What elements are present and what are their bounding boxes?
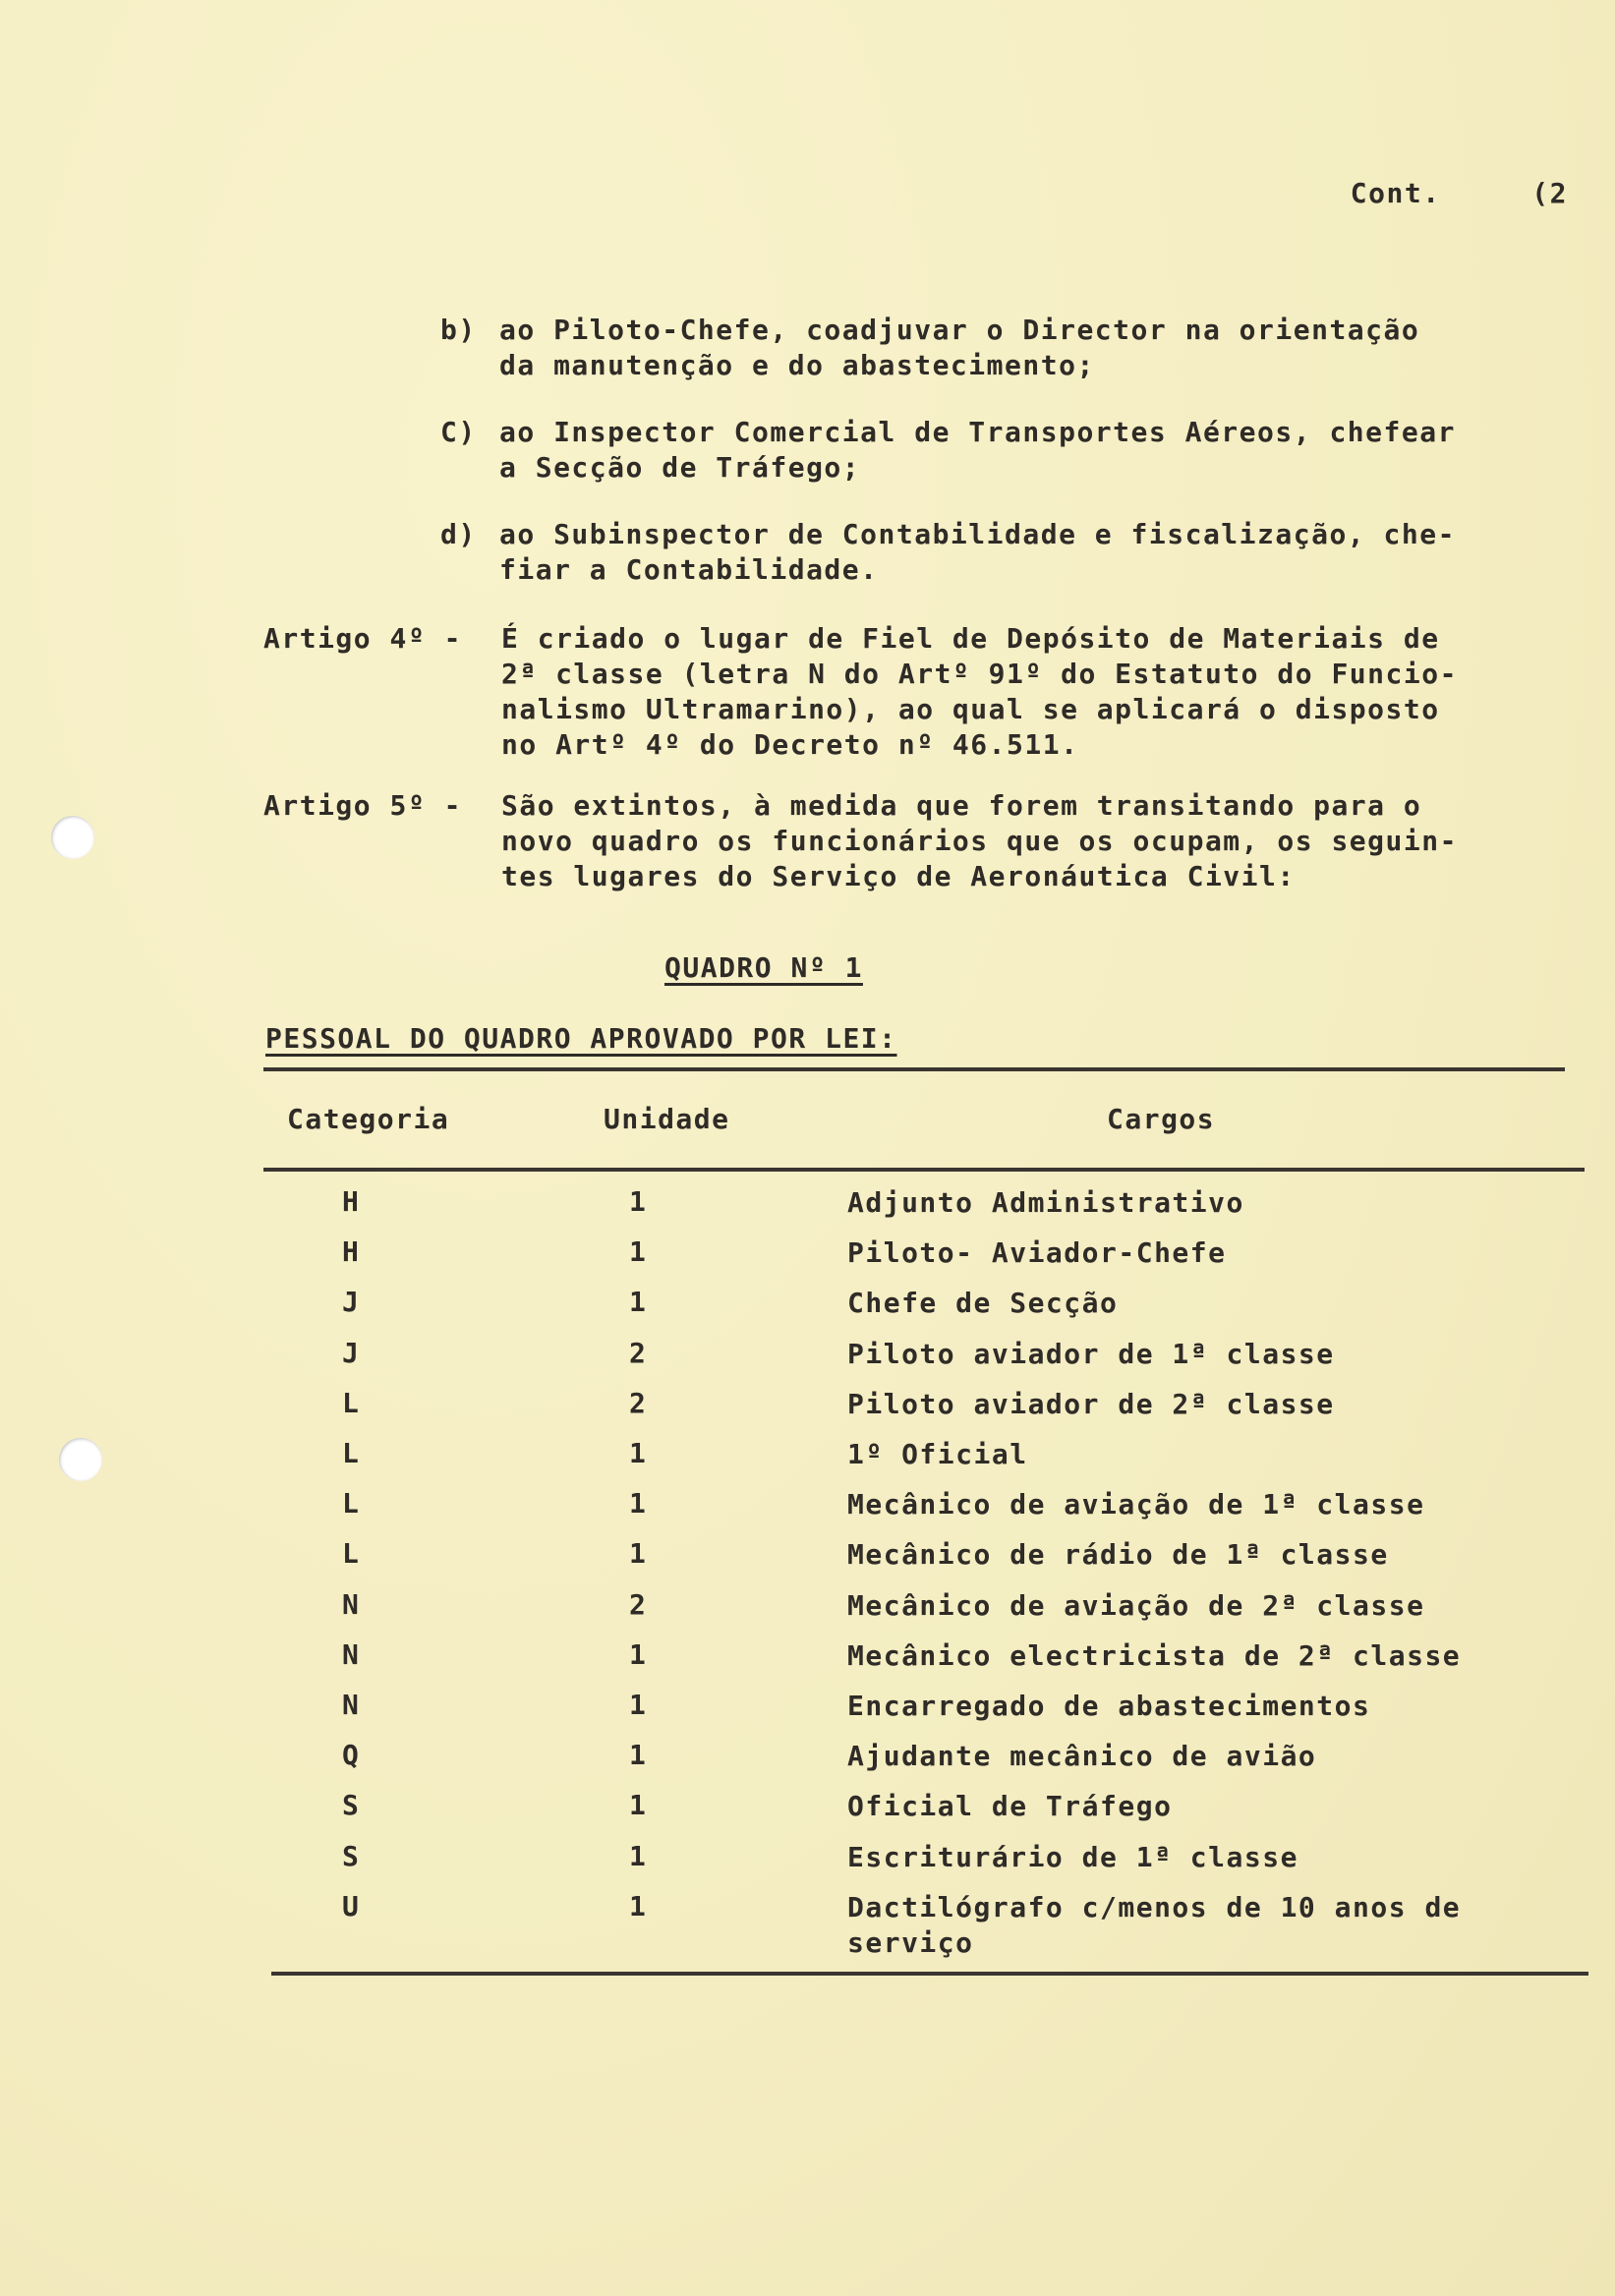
- table-row: [0, 1789, 1615, 1838]
- table-row: [0, 1689, 1615, 1738]
- cargos-line: Mecânico de aviação de 2ª classe: [847, 1588, 1425, 1622]
- cargos-cell: [847, 1437, 1028, 1472]
- item-d: [440, 517, 1571, 588]
- artigo-5: [263, 788, 1581, 894]
- unidade-cell: 1: [629, 1537, 648, 1571]
- artigo-line: É criado o lugar de Fiel de Depósito de Materiais de: [501, 622, 1440, 655]
- artigo-line: novo quadro os funcionários que os ocupam, os seguin-: [501, 825, 1458, 857]
- item-line: ao Subinspector de Contabilidade e fiscalização, che-: [499, 518, 1456, 550]
- table-row: [0, 1185, 1615, 1234]
- unidade-cell: 1: [629, 1637, 648, 1671]
- categoria-cell: S: [342, 1839, 361, 1872]
- categoria-cell: U: [342, 1889, 361, 1923]
- item-line: ao Inspector Comercial de Transportes Aéreos, chefear: [499, 416, 1456, 448]
- cargos-line: Escriturário de 1ª classe: [847, 1840, 1298, 1873]
- cargos-line: Adjunto Administrativo: [847, 1186, 1244, 1219]
- table-row: [0, 1889, 1615, 1959]
- table-bottom-rule: [271, 1972, 1588, 1976]
- cargos-line: Piloto aviador de 2ª classe: [847, 1387, 1335, 1420]
- page-number: (2: [1531, 177, 1568, 209]
- cargos-cell: [847, 1387, 1335, 1422]
- artigo-label: Artigo 5º -: [263, 789, 462, 822]
- table-row: [0, 1537, 1615, 1586]
- categoria-cell: S: [342, 1789, 361, 1822]
- cargos-cell: [847, 1739, 1316, 1774]
- table-row: [0, 1638, 1615, 1688]
- cargos-cell: [847, 1638, 1461, 1674]
- unidade-cell: 1: [629, 1235, 648, 1269]
- categoria-cell: J: [342, 1336, 361, 1369]
- unidade-cell: 1: [629, 1889, 648, 1923]
- cargos-cell: [847, 1789, 1172, 1824]
- categoria-cell: N: [342, 1587, 361, 1621]
- categoria-cell: N: [342, 1637, 361, 1671]
- categoria-cell: L: [342, 1437, 361, 1469]
- artigo-line: no Artº 4º do Decreto nº 46.511.: [501, 728, 1079, 761]
- cargos-cell: [847, 1840, 1298, 1875]
- unidade-cell: 1: [629, 1689, 648, 1721]
- header-unidade: Unidade: [604, 1103, 730, 1135]
- table-row: [0, 1235, 1615, 1285]
- item-marker: d): [440, 518, 477, 550]
- header-categoria: Categoria: [287, 1103, 450, 1135]
- item-marker: b): [440, 314, 477, 346]
- cargos-cell: [847, 1588, 1424, 1624]
- item-c: [440, 415, 1571, 486]
- unidade-cell: 2: [629, 1386, 648, 1419]
- artigo-4: [263, 621, 1581, 763]
- cargos-line: Mecânico de rádio de 1ª classe: [847, 1538, 1389, 1572]
- artigo-line: nalismo Ultramarino), ao qual se aplicará o disposto: [501, 693, 1440, 725]
- cargos-line: Piloto aviador de 1ª classe: [847, 1337, 1335, 1370]
- table-header-rule: [263, 1168, 1585, 1172]
- punch-hole-upper: [51, 816, 94, 859]
- cargos-cell: [847, 1337, 1335, 1372]
- artigo-line: 2ª classe (letra N do Artº 91º do Estatuto do Funcio-: [501, 658, 1458, 690]
- unidade-cell: 1: [629, 1487, 648, 1521]
- cargos-line: Mecânico de aviação de 1ª classe: [847, 1488, 1425, 1521]
- artigo-line: tes lugares do Serviço de Aeronáutica Civil:: [501, 860, 1296, 892]
- cargos-line: Ajudante mecânico de avião: [847, 1740, 1317, 1773]
- item-line: ao Piloto-Chefe, coadjuvar o Director na orientação: [499, 314, 1420, 346]
- header-cargos: Cargos: [1107, 1103, 1216, 1135]
- table-row: [0, 1840, 1615, 1889]
- cargos-cell: [847, 1286, 1118, 1321]
- item-marker: C): [440, 416, 477, 448]
- cargos-cell: [847, 1487, 1424, 1522]
- table-top-rule: [263, 1067, 1565, 1071]
- item-line: fiar a Contabilidade.: [499, 553, 879, 586]
- unidade-cell: 1: [629, 1185, 648, 1218]
- cargos-line: Piloto- Aviador-Chefe: [847, 1236, 1227, 1270]
- categoria-cell: J: [342, 1286, 361, 1319]
- table-row: [0, 1337, 1615, 1386]
- quadro-subtitle: PESSOAL DO QUADRO APROVADO POR LEI:: [265, 1022, 897, 1055]
- cargos-line: Dactilógrafo c/menos de 10 anos de: [847, 1890, 1462, 1923]
- artigo-line: São extintos, à medida que forem transitando para o: [501, 789, 1422, 822]
- unidade-cell: 1: [629, 1739, 648, 1772]
- categoria-cell: H: [342, 1235, 361, 1269]
- unidade-cell: 2: [629, 1336, 648, 1369]
- cont-label: Cont.: [1350, 177, 1441, 209]
- cargos-cell: [847, 1235, 1227, 1271]
- cargos-line: 1º Oficial: [847, 1438, 1028, 1470]
- cargos-cell: [847, 1537, 1389, 1573]
- categoria-cell: N: [342, 1689, 361, 1721]
- categoria-cell: Q: [342, 1739, 361, 1772]
- categoria-cell: L: [342, 1537, 361, 1571]
- item-line: da manutenção e do abastecimento;: [499, 349, 1095, 381]
- unidade-cell: 1: [629, 1286, 648, 1319]
- cargos-line: serviço: [847, 1925, 974, 1959]
- table-row: [0, 1286, 1615, 1335]
- categoria-cell: L: [342, 1487, 361, 1521]
- item-b: [440, 313, 1571, 383]
- unidade-cell: 1: [629, 1789, 648, 1822]
- cargos-cell: [847, 1890, 1461, 1961]
- page-header: [1351, 177, 1568, 209]
- quadro-title: QUADRO Nº 1: [664, 951, 863, 984]
- table-row: [0, 1588, 1615, 1637]
- categoria-cell: H: [342, 1185, 361, 1218]
- table-row: [0, 1437, 1615, 1486]
- cargos-line: Encarregado de abastecimentos: [847, 1690, 1371, 1722]
- unidade-cell: 1: [629, 1839, 648, 1872]
- categoria-cell: L: [342, 1386, 361, 1419]
- cargos-line: Chefe de Secção: [847, 1287, 1119, 1320]
- cargos-cell: [847, 1689, 1370, 1724]
- cargos-line: Oficial de Tráfego: [847, 1790, 1173, 1823]
- cargos-line: Mecânico electricista de 2ª classe: [847, 1638, 1462, 1672]
- table-row: [0, 1739, 1615, 1788]
- artigo-label: Artigo 4º -: [263, 622, 462, 655]
- table-row: [0, 1487, 1615, 1536]
- cargos-cell: [847, 1185, 1244, 1221]
- item-line: a Secção de Tráfego;: [499, 451, 861, 484]
- table-row: [0, 1387, 1615, 1436]
- unidade-cell: 1: [629, 1437, 648, 1469]
- unidade-cell: 2: [629, 1587, 648, 1621]
